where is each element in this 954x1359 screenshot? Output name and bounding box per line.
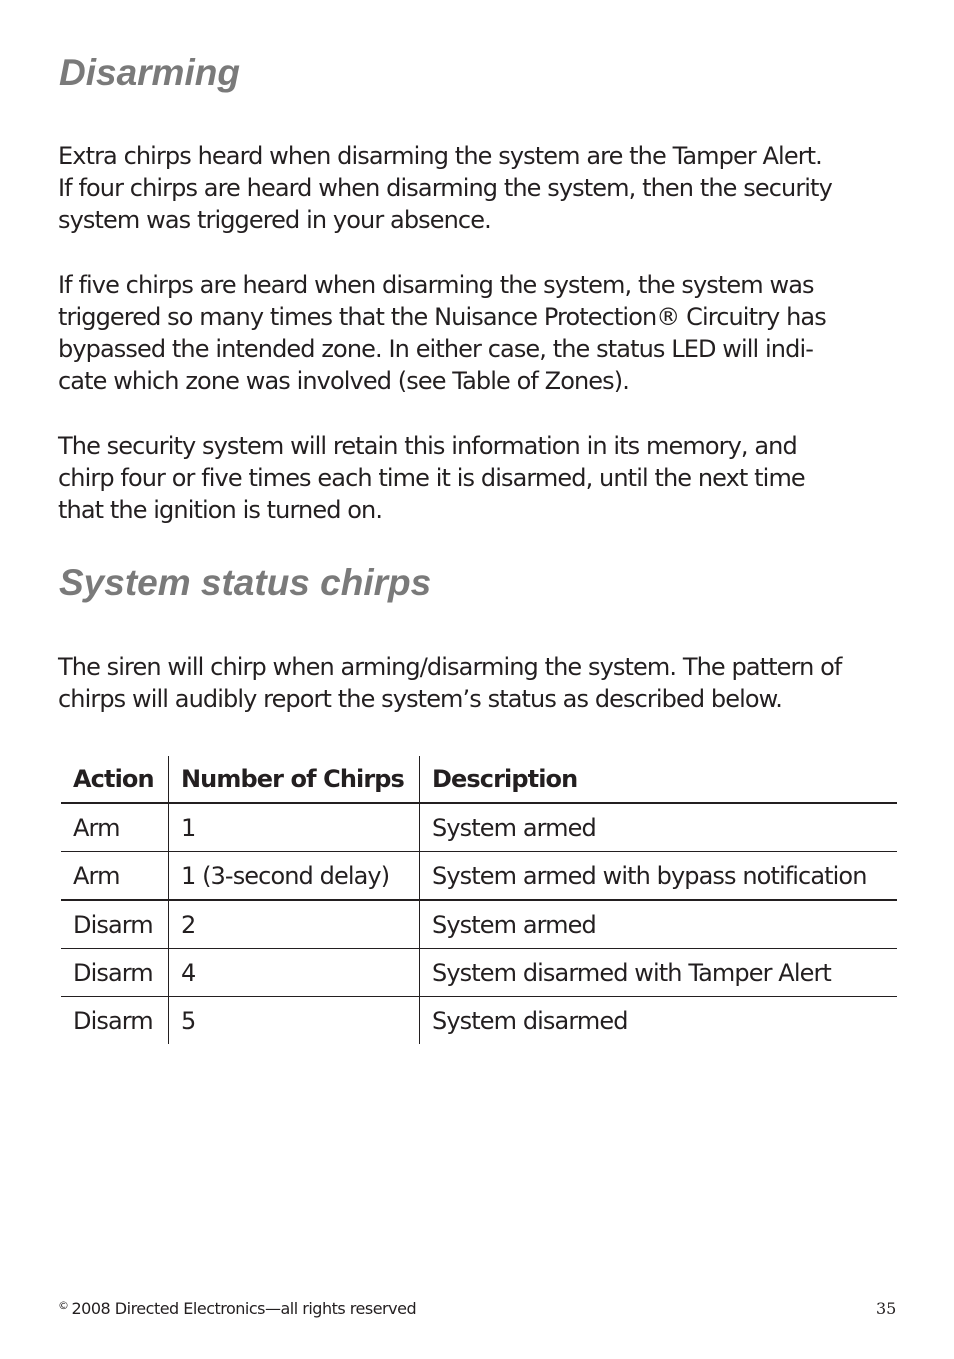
header-action: Action [61, 756, 169, 803]
table-row [61, 852, 897, 901]
cell-chirps: 1 [169, 803, 420, 852]
copyright-text: 2008 Directed Electronics—all rights reserved [71, 1299, 417, 1318]
table-row [61, 900, 897, 949]
cell-chirps: 4 [169, 949, 420, 997]
cell-action: Arm [61, 803, 169, 852]
cell-action: Disarm [61, 997, 169, 1045]
paragraph-memory-retention: The security system will retain this information in its memory, and chirp four or five times each time it is disarmed, until the next time that the ignition is turned on. [58, 432, 805, 524]
table-row [61, 803, 897, 852]
table-row [61, 949, 897, 997]
cell-action: Disarm [61, 900, 169, 949]
page-number: 35 [876, 1299, 897, 1318]
header-description: Description [420, 756, 898, 803]
table-header-row [61, 756, 897, 803]
paragraph-tamper-alert: Extra chirps heard when disarming the system are the Tamper Alert. If four chirps are heard when disarming the system, then the security system was triggered in your absence. [58, 142, 832, 234]
cell-description: System armed [420, 803, 898, 852]
cell-chirps: 5 [169, 997, 420, 1045]
header-number-of-chirps: Number of Chirps [169, 756, 420, 803]
cell-action: Arm [61, 852, 169, 901]
paragraph-nuisance-protection: If five chirps are heard when disarming the system, the system was triggered so many times that the Nuisance Protection® Circuitry has bypassed the intended zone. In either case, the status LED will indi- cate which zone was involved (see Table of Zones). [58, 271, 826, 395]
cell-chirps: 2 [169, 900, 420, 949]
cell-description: System armed [420, 900, 898, 949]
cell-description: System disarmed [432, 1006, 628, 1035]
chirps-table [61, 756, 897, 1044]
copyright-symbol: © [58, 1299, 69, 1312]
section-title-status-chirps: System status chirps [59, 562, 432, 603]
cell-chirps: 1 (3-second delay) [169, 852, 420, 901]
cell-description: System disarmed with Tamper Alert [420, 949, 898, 997]
table-row [61, 997, 897, 1045]
cell-action: Disarm [61, 949, 169, 997]
cell-description: System armed with bypass notification [420, 852, 898, 901]
paragraph-status-intro: The siren will chirp when arming/disarming the system. The pattern of chirps will audibly report the system’s status as described below. [58, 653, 842, 713]
footer-copyright [58, 1299, 416, 1318]
section-title-disarming: Disarming [59, 52, 240, 93]
